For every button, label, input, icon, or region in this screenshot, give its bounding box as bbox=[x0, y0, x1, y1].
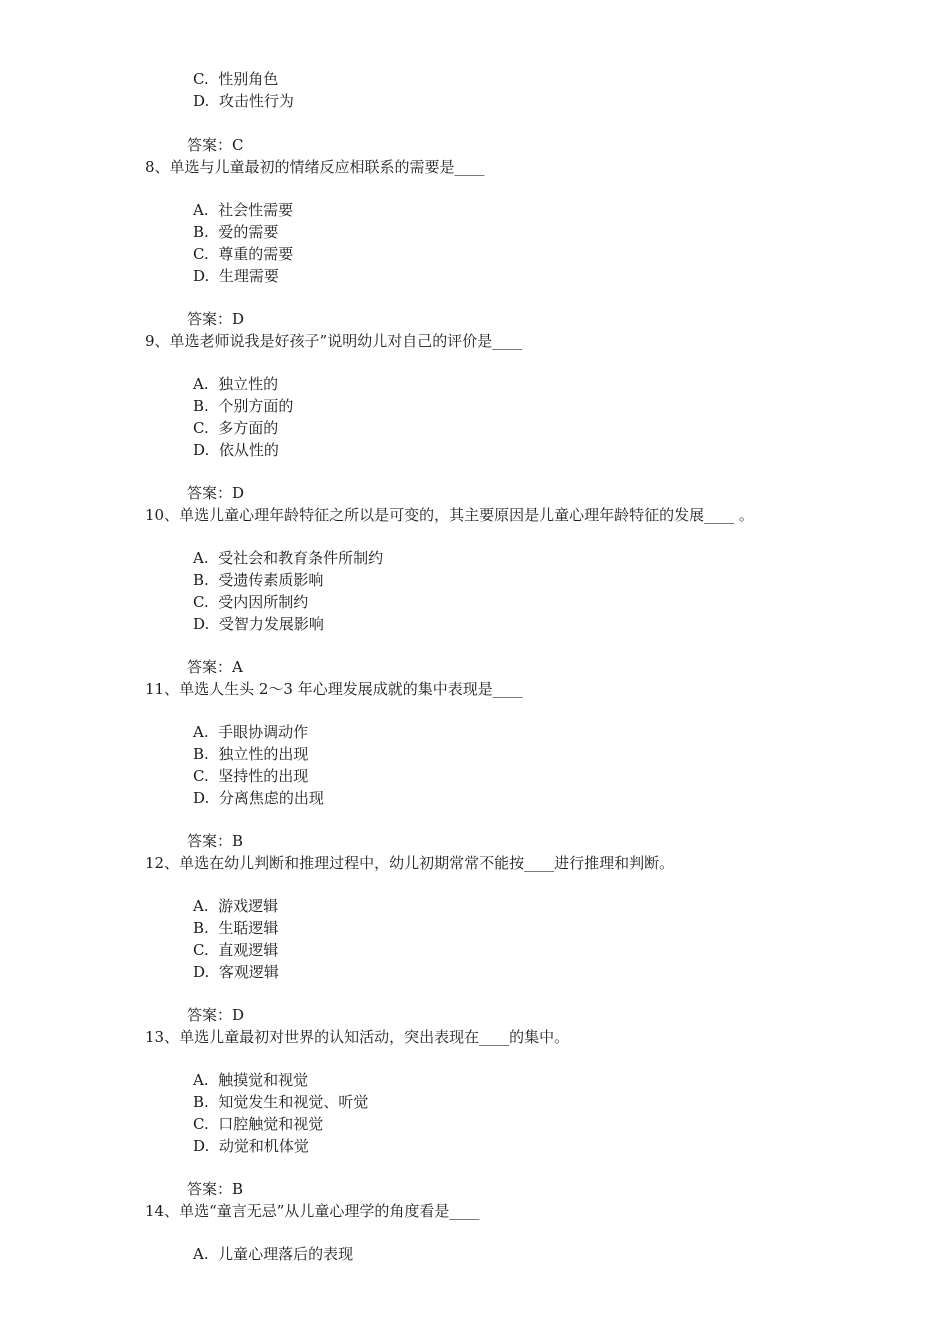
option-b bbox=[193, 744, 308, 764]
answer-line: 答案：B bbox=[187, 1180, 244, 1198]
option-letter: A. bbox=[193, 201, 209, 219]
option-text: 生聒逻辑 bbox=[218, 919, 279, 937]
option-letter: B. bbox=[193, 745, 209, 763]
option-d bbox=[193, 788, 324, 808]
option-text: 受内因所制约 bbox=[218, 593, 309, 611]
option-text: 触摸觉和视觉 bbox=[218, 1071, 309, 1089]
question-stem: 13、单选儿童最初对世界的认知活动，突出表现在____的集中。 bbox=[145, 1028, 570, 1046]
option-a bbox=[193, 1070, 308, 1090]
option-d bbox=[193, 614, 324, 634]
option-letter: D. bbox=[193, 267, 210, 285]
option-text: 尊重的需要 bbox=[218, 245, 294, 263]
option-c bbox=[193, 418, 278, 438]
option-a bbox=[193, 200, 293, 220]
option-letter: C. bbox=[193, 593, 209, 611]
option-c bbox=[193, 766, 308, 786]
option-letter: A. bbox=[193, 549, 209, 567]
option-text: 知觉发生和视觉、听觉 bbox=[218, 1093, 369, 1111]
option-letter: D. bbox=[193, 615, 210, 633]
option-letter: B. bbox=[193, 571, 209, 589]
answer-line: 答案：C bbox=[187, 136, 244, 154]
option-text: 依从性的 bbox=[218, 441, 279, 459]
question-stem: 8、单选与儿童最初的情绪反应相联系的需要是____ bbox=[145, 158, 485, 176]
answer-line: 答案：D bbox=[187, 1006, 245, 1024]
option-letter: C. bbox=[193, 767, 209, 785]
answer-line: 答案：A bbox=[187, 658, 243, 676]
option-letter: C. bbox=[193, 245, 209, 263]
option-text: 个别方面的 bbox=[218, 397, 294, 415]
option-letter: A. bbox=[193, 897, 209, 915]
option-c bbox=[193, 592, 308, 612]
option-text: 手眼协调动作 bbox=[218, 723, 309, 741]
option-text: 多方面的 bbox=[218, 419, 279, 437]
option-text: 独立性的出现 bbox=[218, 745, 309, 763]
option-text: 儿童心理落后的表现 bbox=[218, 1245, 354, 1263]
option-a bbox=[193, 1244, 353, 1264]
option-letter: B. bbox=[193, 919, 209, 937]
option-b bbox=[193, 918, 278, 938]
option-text: 受智力发展影响 bbox=[218, 615, 324, 633]
option-text: 爱的需要 bbox=[218, 223, 279, 241]
option-text: 口腔触觉和视觉 bbox=[218, 1115, 324, 1133]
option-text: 独立性的 bbox=[218, 375, 279, 393]
option-letter: D. bbox=[193, 963, 210, 981]
option-letter: A. bbox=[193, 375, 209, 393]
option-b bbox=[193, 222, 278, 242]
option-text: 性别角色 bbox=[218, 70, 279, 88]
option-c bbox=[193, 940, 278, 960]
option-b bbox=[193, 1092, 368, 1112]
option-letter: C. bbox=[193, 1115, 209, 1133]
question-stem: 12、单选在幼儿判断和推理过程中，幼儿初期常常不能按____进行推理和判断。 bbox=[145, 854, 675, 872]
answer-line: 答案：B bbox=[187, 832, 244, 850]
option-letter: C. bbox=[193, 419, 209, 437]
option-letter: C. bbox=[193, 941, 209, 959]
option-letter: D. bbox=[193, 441, 210, 459]
option-d bbox=[193, 440, 279, 460]
option-letter: D. bbox=[193, 789, 210, 807]
option-text: 坚持性的出现 bbox=[218, 767, 309, 785]
option-text: 攻击性行为 bbox=[218, 92, 294, 110]
question-stem: 10、单选儿童心理年龄特征之所以是可变的，其主要原因是儿童心理年龄特征的发展____ 。 bbox=[145, 506, 754, 524]
option-text: 生理需要 bbox=[218, 267, 279, 285]
option-a bbox=[193, 896, 278, 916]
option-text: 受社会和教育条件所制约 bbox=[218, 549, 384, 567]
option-a bbox=[193, 722, 308, 742]
answer-line: 答案：D bbox=[187, 484, 245, 502]
option-letter: B. bbox=[193, 1093, 209, 1111]
question-stem: 14、单选“童言无忌”从儿童心理学的角度看是____ bbox=[145, 1202, 480, 1220]
question-stem: 11、单选人生头 2～3 年心理发展成就的集中表现是____ bbox=[145, 680, 523, 698]
option-text: 动觉和机体觉 bbox=[218, 1137, 309, 1155]
option-text: 游戏逻辑 bbox=[218, 897, 279, 915]
option-c bbox=[193, 244, 293, 264]
option-d bbox=[193, 266, 279, 286]
option-text: 直观逻辑 bbox=[218, 941, 279, 959]
option-a bbox=[193, 374, 278, 394]
option-d bbox=[193, 962, 279, 982]
option-b bbox=[193, 570, 323, 590]
option-letter: B. bbox=[193, 223, 209, 241]
option-letter: B. bbox=[193, 397, 209, 415]
option-d bbox=[193, 91, 294, 111]
option-letter: A. bbox=[193, 723, 209, 741]
option-text: 社会性需要 bbox=[218, 201, 294, 219]
option-letter: D. bbox=[193, 92, 210, 110]
option-c bbox=[193, 69, 278, 89]
option-text: 分离焦虑的出现 bbox=[218, 789, 324, 807]
option-letter: C. bbox=[193, 70, 209, 88]
answer-line: 答案：D bbox=[187, 310, 245, 328]
option-c bbox=[193, 1114, 323, 1134]
option-text: 客观逻辑 bbox=[218, 963, 279, 981]
option-letter: A. bbox=[193, 1245, 209, 1263]
option-letter: A. bbox=[193, 1071, 209, 1089]
question-stem: 9、单选老师说我是好孩子”说明幼儿对自己的评价是____ bbox=[145, 332, 523, 350]
option-d bbox=[193, 1136, 309, 1156]
option-b bbox=[193, 396, 293, 416]
option-text: 受遗传素质影响 bbox=[218, 571, 324, 589]
option-letter: D. bbox=[193, 1137, 210, 1155]
option-a bbox=[193, 548, 383, 568]
